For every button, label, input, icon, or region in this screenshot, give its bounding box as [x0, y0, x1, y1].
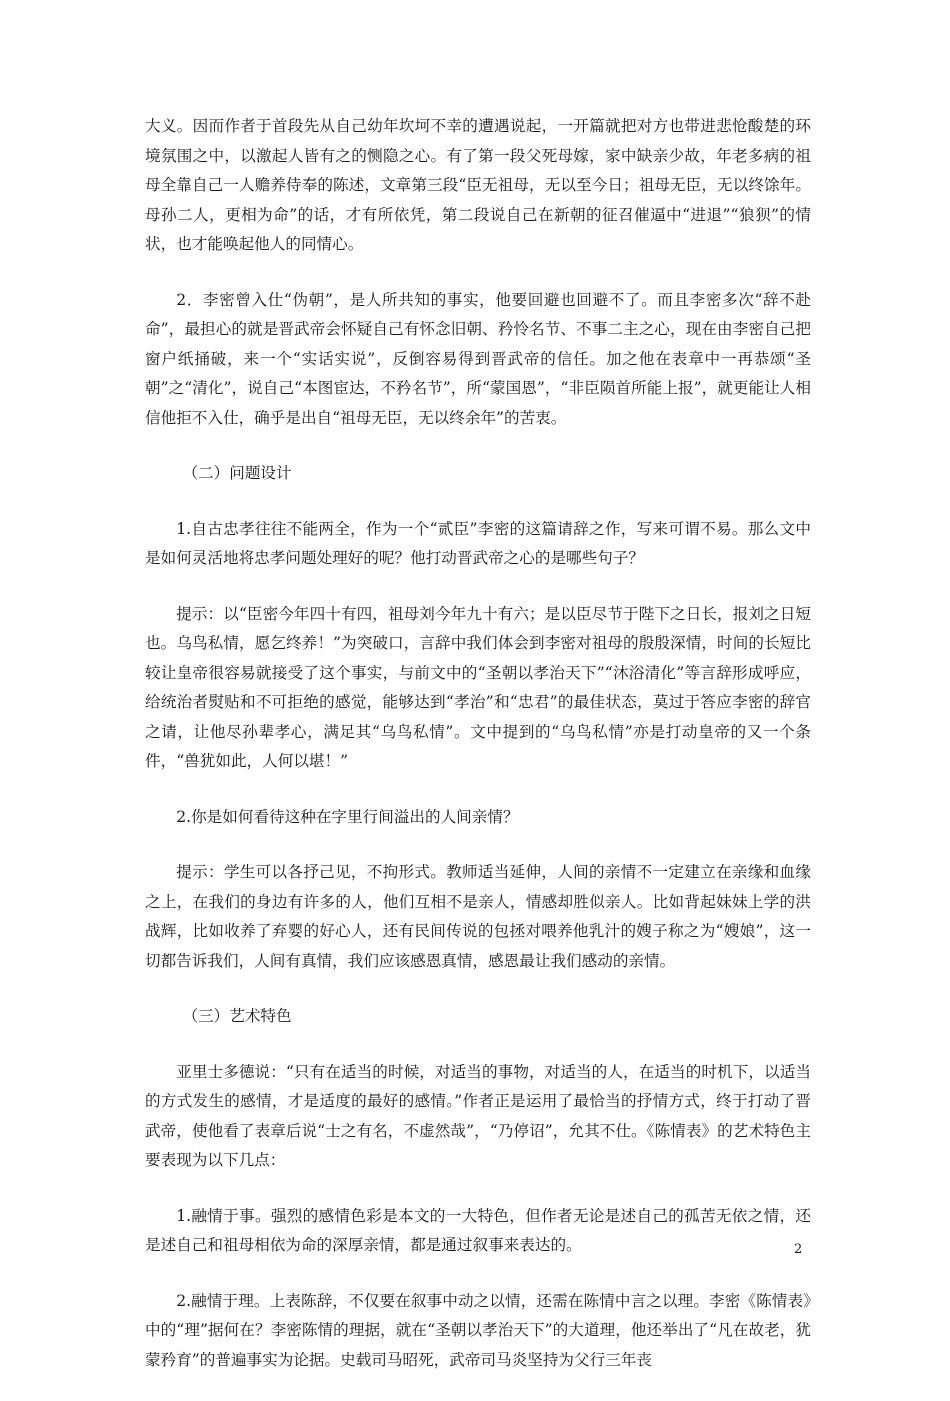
paragraph-point-2: 2．李密曾入仕“伪朝”，是人所共知的事实，他要回避也回避不了。而且李密多次“辞不赴命”，最担心的就是晋武帝会怀疑自己有怀念旧朝、矜怜名节、不事二主之心，现在由李密自己把窗户纸捅破，来一个“实话实说”，反倒容易得到晋武帝的信任。加之他在表章中一再恭颂“圣朝”之“清化”，说自己“本图宦达，不矜名节”，所“蒙国恩”，“非臣陨首所能上报”，就更能让人相信他拒不入仕，确乎是出自“祖母无臣，无以终余年”的苦衷。 [145, 290, 811, 427]
paragraph-aristotle-quote: 亚里士多德说：“只有在适当的时候，对适当的事物，对适当的人，在适当的时机下，以适当的方式发生的感情，才是适度的最好的感情。”作者正是运用了最恰当的抒情方式，终于打动了晋武帝，使他看了表章后说“士之有名，不虚然哉”，“乃停诏”，允其不仕。《陈情表》的艺术特色主要表现为以下几点： [145, 1062, 811, 1169]
paragraph-question-2: 2.你是如何看待这种在字里行间溢出的人间亲情？ [176, 807, 519, 826]
page-number: 2 [794, 1242, 803, 1257]
paragraph-feature-2: 2.融情于理。上表陈辞，不仅要在叙事中动之以情，还需在陈情中言之以理。李密《陈情表》中的“理”据何在？李密陈情的理据，就在“圣朝以孝治天下”的大道理，他还举出了“凡在故老，犹蒙矜育”的普遍事实为论据。史载司马昭死，武帝司马炎坚持为父行三年丧 [145, 1291, 811, 1369]
paragraph-intro-continuation: 大义。因而作者于首段先从自己幼年坎坷不幸的遭遇说起，一开篇就把对方也带进悲怆酸楚的环境氛围之中，以激起人皆有之的恻隐之心。有了第一段父死母嫁，家中缺亲少故，年老多病的祖母全靠自己一人赡养侍奉的陈述，文章第三段“臣无祖母，无以至今日；祖母无臣，无以终馀年。母孙二人，更相为命”的话，才有所依凭，第二段说自己在新朝的征召催逼中“进退”“狼狈”的情状，也才能唤起他人的同情心。 [145, 117, 811, 253]
section-heading-question-design: （二）问题设计 [182, 464, 292, 482]
paragraph-feature-1: 1.融情于事。强烈的感情色彩是本文的一大特色，但作者无论是述自己的孤苦无依之情，还是述自己和祖母相依为命的深厚亲情，都是通过叙事来表达的。 [145, 1206, 811, 1254]
paragraph-hint-2: 提示：学生可以各抒己见，不拘形式。教师适当延伸，人间的亲情不一定建立在亲缘和血缘之上，在我们的身边有许多的人，他们互相不是亲人，情感却胜似亲人。比如背起妹妹上学的洪战辉，比如收养了弃婴的好心人，还有民间传说的包拯对喂养他乳汁的嫂子称之为“嫂娘”，这一切都告诉我们，人间有真情，我们应该感恩真情，感恩最让我们感动的亲情。 [145, 863, 811, 970]
paragraph-question-1: 1.自古忠孝往往不能两全，作为一个“贰臣”李密的这篇请辞之作，写来可谓不易。那么文中是如何灵活地将忠孝问题处理好的呢？他打动晋武帝之心的是哪些句子？ [145, 519, 811, 567]
document-page [145, 112, 811, 1401]
section-heading-artistic-features: （三）艺术特色 [182, 1007, 292, 1025]
paragraph-hint-1: 提示：以“臣密今年四十有四，祖母刘今年九十有六；是以臣尽节于陛下之日长，报刘之日短也。乌鸟私情，愿乞终养！”为突破口，言辞中我们体会到李密对祖母的殷殷深情，时间的长短比较让皇帝很容易就接受了这个事实，与前文中的“圣朝以孝治天下”“沐浴清化”等言辞形成呼应，给统治者熨贴和不可拒绝的感觉，能够达到“孝治”和“忠君”的最佳状态，莫过于答应李密的辞官之请，让他尽孙辈孝心，满足其“乌鸟私情”。文中提到的“乌鸟私情”亦是打动皇帝的又一个条件，“兽犹如此，人何以堪！” [145, 604, 811, 770]
